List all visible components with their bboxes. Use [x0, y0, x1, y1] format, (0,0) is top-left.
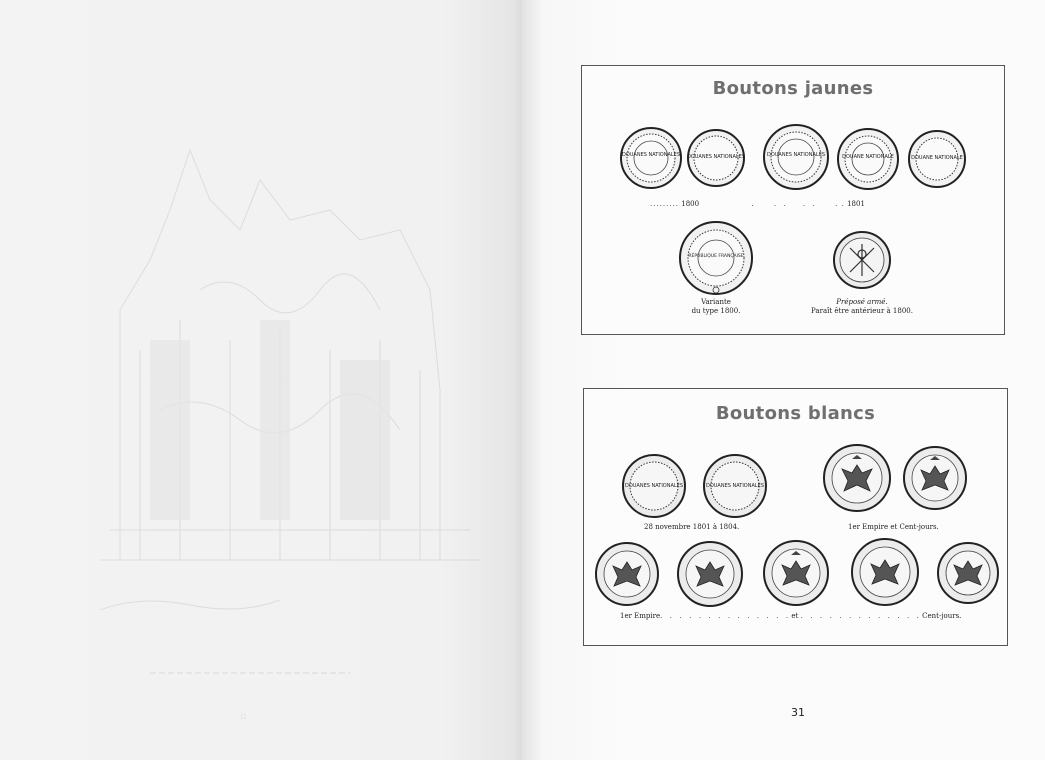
button-coin-3 — [762, 123, 830, 191]
button-coin-eagle-1 — [822, 443, 892, 513]
button-coin-1 — [619, 126, 683, 190]
coin-legend: DOUANE NATIONALE — [842, 154, 894, 160]
coin-legend: DOUANES NATIONALES — [766, 152, 826, 158]
caption-variant-line1: Variante — [701, 298, 731, 306]
button-coin-eagle-5 — [762, 539, 830, 607]
faded-illustration — [80, 90, 500, 610]
caption-variant-line2: du type 1800. — [691, 307, 741, 315]
ghost-page-number: ▫ — [240, 712, 247, 722]
coin-legend: DOUANES NATIONALES — [624, 483, 684, 489]
panel-boutons-jaunes — [581, 65, 1005, 335]
left-page — [0, 0, 522, 760]
coin-legend: RÉPUBLIQUE FRANÇAISE — [688, 254, 744, 259]
caption-prepose-line1: Préposé armé. — [836, 298, 888, 306]
coin-legend: DOUANES NATIONALES — [705, 483, 765, 489]
caption-blancs-row2: 1er Empire. . . . . . . . . . . . . . et . . . . . . . . . . . . . Cent-jours. — [620, 612, 962, 620]
faded-caption — [150, 668, 350, 678]
button-coin-blanc-1 — [621, 453, 687, 519]
panel-boutons-blancs — [583, 388, 1008, 646]
button-coin-eagle-3 — [594, 541, 660, 607]
year-row-jaunes: ......... 1800 . . . . . . . 1801 — [650, 200, 865, 208]
caption-row2-right: Cent-jours. — [922, 612, 962, 620]
caption-prepose — [798, 298, 926, 316]
caption-row2-left: 1er Empire — [620, 612, 661, 620]
button-coin-eagle-4 — [676, 540, 744, 608]
button-coin-eagle-6 — [850, 537, 920, 607]
caption-prepose-line2: Paraît être antérieur à 1800. — [811, 307, 913, 315]
coin-legend: DOUANES NATIONALES — [686, 154, 746, 160]
button-coin-4 — [836, 127, 900, 191]
button-coin-variant — [678, 220, 754, 296]
button-coin-5 — [907, 129, 967, 189]
caption-blancs-row1-left: 28 novembre 1801 à 1804. — [644, 523, 740, 531]
caption-variant — [664, 298, 768, 316]
page-number: 31 — [791, 706, 805, 719]
panel-title-blancs: Boutons blancs — [715, 403, 876, 424]
year-left: 1800 — [681, 200, 700, 208]
button-coin-eagle-2 — [902, 445, 968, 511]
button-coin-prepose — [832, 230, 892, 290]
button-coin-eagle-7 — [936, 541, 1000, 605]
coin-legend: DOUANES NATIONALES — [621, 152, 681, 158]
caption-blancs-row1-right: 1er Empire et Cent-jours. — [848, 523, 939, 531]
coin-legend: DOUANE NATIONALE — [911, 155, 963, 161]
caption-row2-mid: et — [791, 612, 799, 620]
year-right: 1801 — [847, 200, 865, 208]
button-coin-2 — [686, 128, 746, 188]
panel-title-jaunes: Boutons jaunes — [712, 78, 874, 99]
button-coin-blanc-2 — [702, 453, 768, 519]
